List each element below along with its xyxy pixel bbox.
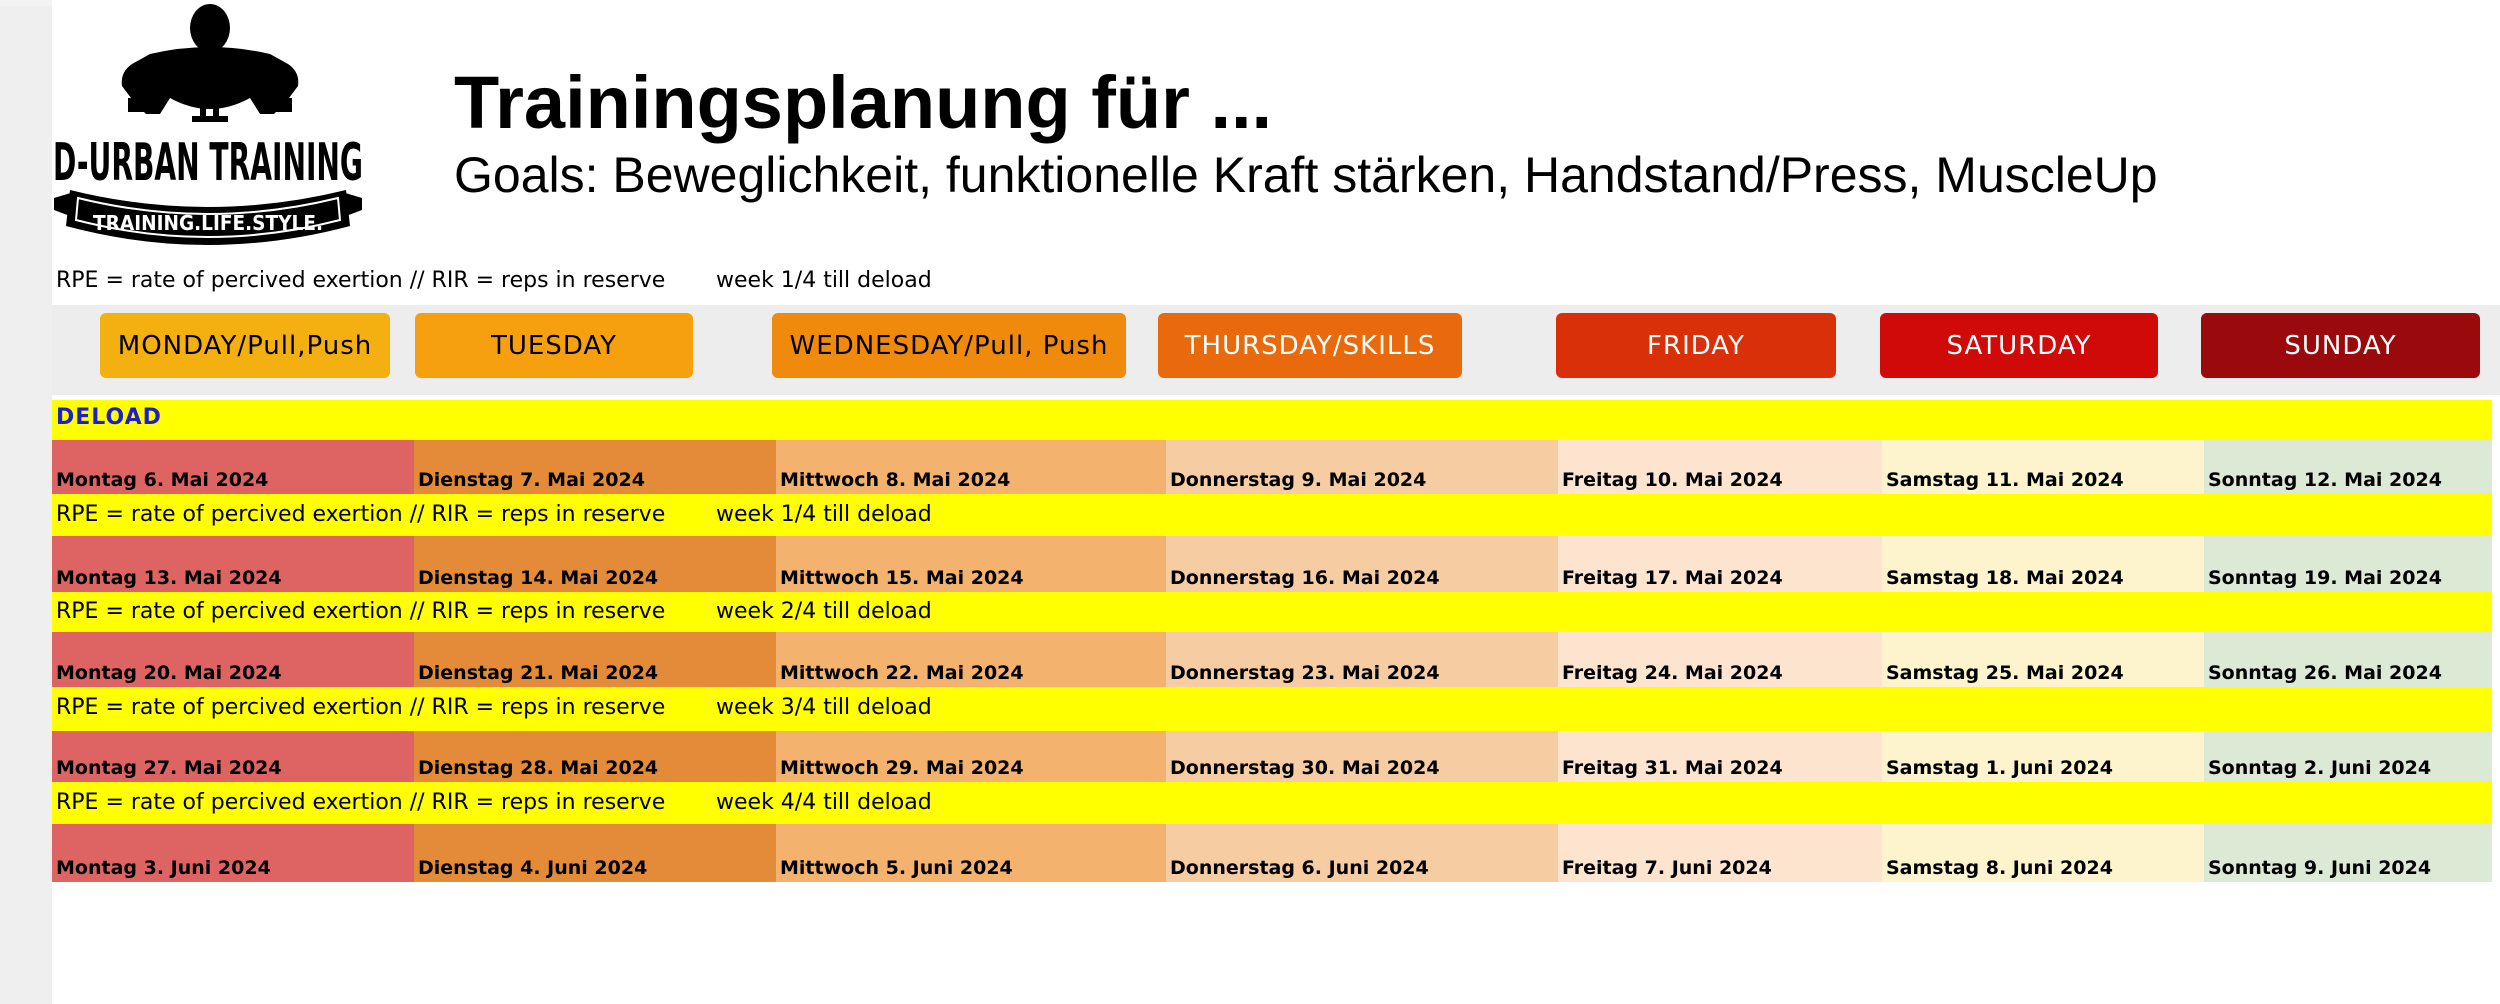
rpe-note: RPE = rate of percived exertion // RIR = reps in reserve — [56, 502, 666, 527]
page-title: Trainingsplanung für ... — [454, 61, 1273, 144]
date-text: Freitag 7. Juni 2024 — [1562, 857, 1772, 879]
date-text: Dienstag 21. Mai 2024 — [418, 662, 659, 684]
date-cell[interactable] — [52, 731, 414, 782]
logo-tagline: TRAINING.LIFE.STYLE. — [93, 211, 323, 235]
date-text: Freitag 31. Mai 2024 — [1562, 757, 1783, 779]
date-text: Mittwoch 5. Juni 2024 — [780, 857, 1013, 879]
wednesday-button[interactable]: WEDNESDAY/Pull, Push — [772, 313, 1126, 378]
date-cell[interactable] — [776, 632, 1166, 687]
date-row-week-4 — [52, 731, 2492, 782]
week-label: week 3/4 till deload — [716, 695, 932, 720]
date-text: Samstag 18. Mai 2024 — [1886, 567, 2124, 589]
date-text: Mittwoch 15. Mai 2024 — [780, 567, 1024, 589]
week-label: week 2/4 till deload — [716, 599, 932, 624]
date-row-week-2 — [52, 536, 2492, 592]
date-cell[interactable] — [2204, 440, 2492, 494]
date-text: Mittwoch 8. Mai 2024 — [780, 469, 1011, 491]
date-text: Freitag 10. Mai 2024 — [1562, 469, 1783, 491]
date-cell[interactable] — [52, 536, 414, 592]
rpe-note: RPE = rate of percived exertion // RIR = reps in reserve — [56, 268, 666, 293]
date-cell[interactable] — [1558, 731, 1882, 782]
date-text: Montag 3. Juni 2024 — [56, 857, 271, 879]
date-cell[interactable] — [1166, 440, 1558, 494]
date-cell[interactable] — [1166, 632, 1558, 687]
date-cell[interactable] — [52, 632, 414, 687]
date-text: Donnerstag 6. Juni 2024 — [1170, 857, 1429, 879]
date-text: Sonntag 9. Juni 2024 — [2208, 857, 2432, 879]
date-cell[interactable] — [52, 824, 414, 882]
monday-button[interactable]: MONDAY/Pull,Push — [100, 313, 390, 378]
date-cell[interactable] — [1882, 536, 2204, 592]
date-cell[interactable] — [776, 440, 1166, 494]
date-row-week-1 — [52, 440, 2492, 494]
date-cell[interactable] — [1166, 824, 1558, 882]
date-cell[interactable] — [2204, 536, 2492, 592]
date-cell[interactable] — [414, 632, 776, 687]
date-cell[interactable] — [1166, 536, 1558, 592]
date-cell[interactable] — [1882, 731, 2204, 782]
date-text: Montag 20. Mai 2024 — [56, 662, 282, 684]
date-text: Samstag 25. Mai 2024 — [1886, 662, 2124, 684]
date-text: Samstag 8. Juni 2024 — [1886, 857, 2113, 879]
date-cell[interactable] — [1882, 440, 2204, 494]
date-cell[interactable] — [1558, 632, 1882, 687]
date-cell[interactable] — [2204, 824, 2492, 882]
date-cell[interactable] — [414, 440, 776, 494]
date-cell[interactable] — [776, 731, 1166, 782]
date-row-week-5 — [52, 824, 2492, 882]
date-text: Mittwoch 22. Mai 2024 — [780, 662, 1024, 684]
date-cell[interactable] — [2204, 632, 2492, 687]
date-row-week-3 — [52, 632, 2492, 687]
friday-button[interactable]: FRIDAY — [1556, 313, 1836, 378]
date-text: Donnerstag 23. Mai 2024 — [1170, 662, 1440, 684]
deload-row[interactable] — [52, 400, 2492, 440]
date-text: Sonntag 2. Juni 2024 — [2208, 757, 2432, 779]
date-text: Mittwoch 29. Mai 2024 — [780, 757, 1024, 779]
week-note: week 1/4 till deload — [716, 268, 932, 293]
date-cell[interactable] — [1882, 632, 2204, 687]
goals-subtitle: Goals: Beweglichkeit, funktionelle Kraft stärken, Handstand/Press, MuscleUp — [454, 147, 2158, 203]
date-cell[interactable] — [1882, 824, 2204, 882]
date-text: Freitag 24. Mai 2024 — [1562, 662, 1783, 684]
deload-label: DELOAD — [56, 405, 162, 430]
date-text: Dienstag 7. Mai 2024 — [418, 469, 645, 491]
date-cell[interactable] — [776, 824, 1166, 882]
date-text: Samstag 1. Juni 2024 — [1886, 757, 2113, 779]
date-cell[interactable] — [1558, 824, 1882, 882]
thursday-button[interactable]: THURSDAY/SKILLS — [1158, 313, 1462, 378]
date-text: Dienstag 14. Mai 2024 — [418, 567, 659, 589]
tuesday-button[interactable]: TUESDAY — [415, 313, 693, 378]
date-text: Sonntag 12. Mai 2024 — [2208, 469, 2442, 491]
date-cell[interactable] — [414, 536, 776, 592]
date-text: Montag 13. Mai 2024 — [56, 567, 282, 589]
date-cell[interactable] — [1558, 440, 1882, 494]
date-text: Sonntag 19. Mai 2024 — [2208, 567, 2442, 589]
date-cell[interactable] — [1558, 536, 1882, 592]
sunday-button[interactable]: SUNDAY — [2201, 313, 2480, 378]
date-cell[interactable] — [2204, 731, 2492, 782]
date-text: Montag 27. Mai 2024 — [56, 757, 282, 779]
date-text: Sonntag 26. Mai 2024 — [2208, 662, 2442, 684]
date-cell[interactable] — [414, 824, 776, 882]
rpe-note: RPE = rate of percived exertion // RIR = reps in reserve — [56, 695, 666, 720]
week-label: week 4/4 till deload — [716, 790, 932, 815]
pushup-figure-icon — [50, 2, 365, 260]
brand-logo — [50, 2, 365, 260]
week-label: week 1/4 till deload — [716, 502, 932, 527]
date-cell[interactable] — [414, 731, 776, 782]
date-text: Samstag 11. Mai 2024 — [1886, 469, 2124, 491]
date-text: Freitag 17. Mai 2024 — [1562, 567, 1783, 589]
date-text: Dienstag 28. Mai 2024 — [418, 757, 659, 779]
rpe-note: RPE = rate of percived exertion // RIR = reps in reserve — [56, 599, 666, 624]
date-cell[interactable] — [776, 536, 1166, 592]
rpe-note: RPE = rate of percived exertion // RIR = reps in reserve — [56, 790, 666, 815]
date-text: Donnerstag 9. Mai 2024 — [1170, 469, 1427, 491]
date-text: Donnerstag 16. Mai 2024 — [1170, 567, 1440, 589]
date-text: Dienstag 4. Juni 2024 — [418, 857, 648, 879]
date-cell[interactable] — [52, 440, 414, 494]
date-text: Donnerstag 30. Mai 2024 — [1170, 757, 1440, 779]
date-cell[interactable] — [1166, 731, 1558, 782]
logo-brand-text: D-URBAN TRAINING — [53, 133, 363, 193]
date-text: Montag 6. Mai 2024 — [56, 469, 269, 491]
saturday-button[interactable]: SATURDAY — [1880, 313, 2158, 378]
